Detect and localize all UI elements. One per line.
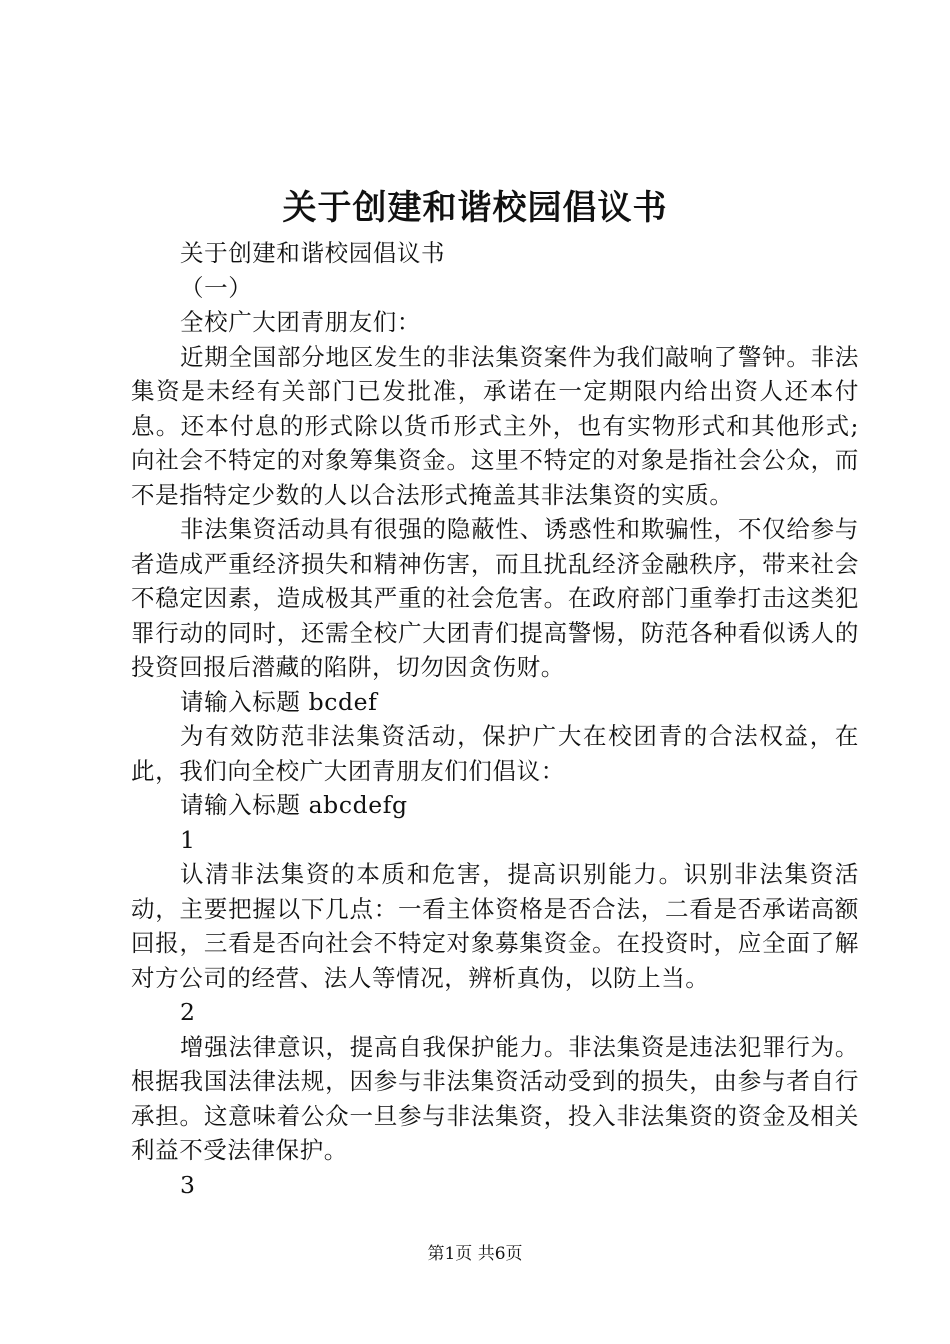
paragraph-hazards: 非法集资活动具有很强的隐蔽性、诱惑性和欺骗性，不仅给参与者造成严重经济损失和精神伤害，而且扰乱经济金融秩序，带来社会不稳定因素，造成极其严重的社会危害。在政府部门重拳打击这类犯罪行动的同时，还需全校广大团青们提高警惕，防范各种看似诱人的投资回报后潜藏的陷阱，切勿因贪伤财。 bbox=[131, 515, 859, 681]
list-number-2: 2 bbox=[180, 998, 196, 1026]
paragraph-item-2: 增强法律意识，提高自我保护能力。非法集资是违法犯罪行为。根据我国法律法规，因参与非法集资活动受到的损失，由参与者自行承担。这意味着公众一旦参与非法集资，投入非法集资的资金及相关利益不受法律保护。 bbox=[131, 1032, 859, 1164]
paragraph-heading-abcdefg: 请输入标题 abcdefg bbox=[180, 791, 408, 819]
paragraph-item-1: 认清非法集资的本质和危害，提高识别能力。识别非法集资活动，主要把握以下几点：一看主体资格是否合法，二看是否承诺高额回报，三看是否向社会不特定对象募集资金。在投资时，应全面了解对方公司的经营、法人等情况，辨析真伪，以防上当。 bbox=[131, 860, 859, 992]
paragraph-salutation: 全校广大团青朋友们： bbox=[180, 308, 421, 336]
paragraph-subtitle: 关于创建和谐校园倡议书 bbox=[180, 239, 446, 267]
page-footer: 第1页 共6页 bbox=[427, 1244, 523, 1264]
paragraph-proposal: 为有效防范非法集资活动，保护广大在校团青的合法权益，在此，我们向全校广大团青朋友们们倡议： bbox=[131, 722, 859, 785]
document-title: 关于创建和谐校园倡议书 bbox=[282, 188, 668, 228]
paragraph-heading-bcdef: 请输入标题 bcdef bbox=[180, 687, 378, 716]
paragraph-intro: 近期全国部分地区发生的非法集资案件为我们敲响了警钟。非法集资是未经有关部门已发批准，承诺在一定期限内给出资人还本付息。还本付息的形式除以货币形式主外，也有实物形式和其他形式;向社会不特定的对象筹集资金。这里不特定的对象是指社会公众，而不是指特定少数的人以合法形式掩盖其非法集资的实质。 bbox=[131, 342, 859, 509]
list-number-1: 1 bbox=[180, 825, 196, 854]
paragraph-section-number: （一） bbox=[180, 273, 253, 302]
list-number-3: 3 bbox=[180, 1170, 196, 1199]
document-body bbox=[131, 236, 859, 1202]
